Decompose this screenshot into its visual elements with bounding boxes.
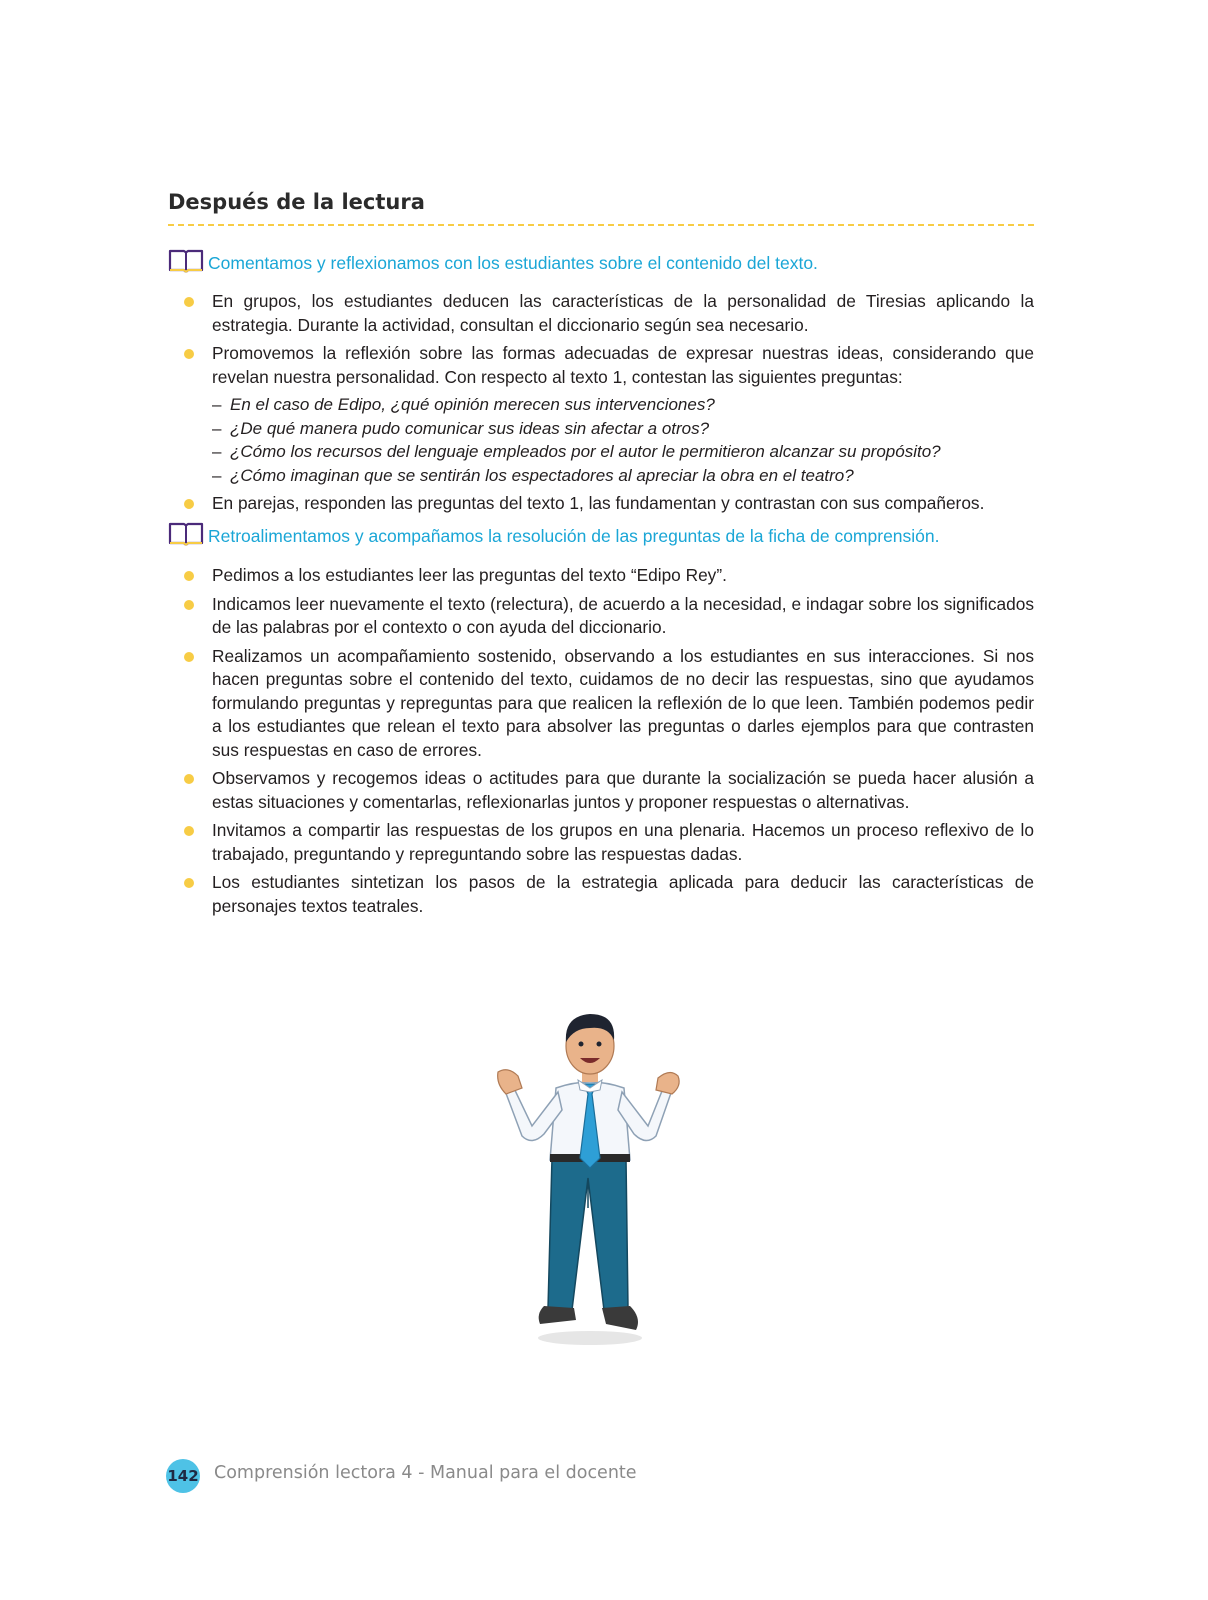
- subheading-retroalimentamos: [168, 521, 940, 547]
- bullet-list-2: [184, 564, 1034, 923]
- list-item: Invitamos a compartir las respuestas de los grupos en una plenaria. Hacemos un proceso reflexivo de lo trabajado, preguntando y repreguntando sobre las respuestas dadas.: [184, 819, 1034, 866]
- bullet-dot: [184, 600, 194, 610]
- subheading-text: Retroalimentamos y acompañamos la resolución de las preguntas de la ficha de comprensión.: [208, 526, 940, 546]
- list-item: En grupos, los estudiantes deducen las características de la personalidad de Tiresias aplicando la estrategia. Durante la actividad, consultan el diccionario según sea necesario.: [184, 290, 1034, 337]
- list-item: Los estudiantes sintetizan los pasos de la estrategia aplicada para deducir las características de personajes textos teatrales.: [184, 871, 1034, 918]
- list-item: Observamos y recogemos ideas o actitudes para que durante la socialización se pueda hacer alusión a estas situaciones y comentarlas, reflexionarlas juntos y proponer respuestas o alternativas.: [184, 767, 1034, 814]
- section-title: Después de la lectura: [168, 190, 425, 214]
- question-item: – ¿De qué manera pudo comunicar sus ideas sin afectar a otros?: [212, 418, 710, 438]
- teacher-illustration: [492, 1008, 688, 1348]
- bullet-dot: [184, 878, 194, 888]
- bullet-dot: [184, 349, 194, 359]
- subheading-text: Comentamos y reflexionamos con los estudiantes sobre el contenido del texto.: [208, 253, 818, 273]
- question-list: [212, 393, 1034, 487]
- bullet-dot: [184, 499, 194, 509]
- list-item: En parejas, responden las preguntas del texto 1, las fundamentan y contrastan con sus compañeros.: [184, 492, 1034, 516]
- footer-title: Comprensión lectora 4 - Manual para el docente: [214, 1463, 637, 1483]
- bullet-list-1: [184, 290, 1034, 521]
- list-item: Promovemos la reflexión sobre las formas adecuadas de expresar nuestras ideas, considerando que revelan nuestra personalidad. Con respecto al texto 1, contestan las siguientes preguntas: – En el caso de Edipo, ¿qué opinión merecen sus intervenciones? – ¿De qué manera pudo comunicar sus ideas sin afectar a otros? – ¿Cómo los recursos del lenguaje empleados por el autor le permitieron alcanzar su propósito? – ¿Cómo imaginan que se sentirán los espectadores al apreciar la obra en el teatro?: [184, 342, 1034, 487]
- dashed-divider: [168, 224, 1034, 226]
- bullet-dot: [184, 774, 194, 784]
- list-item: Indicamos leer nuevamente el texto (relectura), de acuerdo a la necesidad, e indagar sobre los significados de las palabras por el contexto o con ayuda del diccionario.: [184, 593, 1034, 640]
- bullet-dot: [184, 297, 194, 307]
- bullet-dot: [184, 826, 194, 836]
- question-item: – En el caso de Edipo, ¿qué opinión merecen sus intervenciones?: [212, 395, 715, 414]
- list-item: Pedimos a los estudiantes leer las preguntas del texto “Edipo Rey”.: [184, 564, 1034, 588]
- subheading-comentamos: [168, 248, 818, 274]
- page-number-badge: 142: [166, 1459, 200, 1493]
- open-book-icon: [168, 521, 204, 547]
- bullet-dot: [184, 571, 194, 581]
- open-book-icon: [168, 248, 204, 274]
- question-item: – ¿Cómo imaginan que se sentirán los espectadores al apreciar la obra en el teatro?: [212, 465, 854, 485]
- list-item: Realizamos un acompañamiento sostenido, observando a los estudiantes en sus interacciones. Si nos hacen preguntas sobre el contenido del texto, cuidamos de no decir las respuestas, sino que ayudamos formulando preguntas y repreguntas para que realicen la reflexión de lo que leen. También podemos pedir a los estudiantes que relean el texto para absolver las preguntas o darles ejemplos para que contrasten sus respuestas en caso de errores.: [184, 645, 1034, 763]
- bullet-dot: [184, 652, 194, 662]
- question-item: – ¿Cómo los recursos del lenguaje empleados por el autor le permitieron alcanzar su propósito?: [212, 442, 941, 461]
